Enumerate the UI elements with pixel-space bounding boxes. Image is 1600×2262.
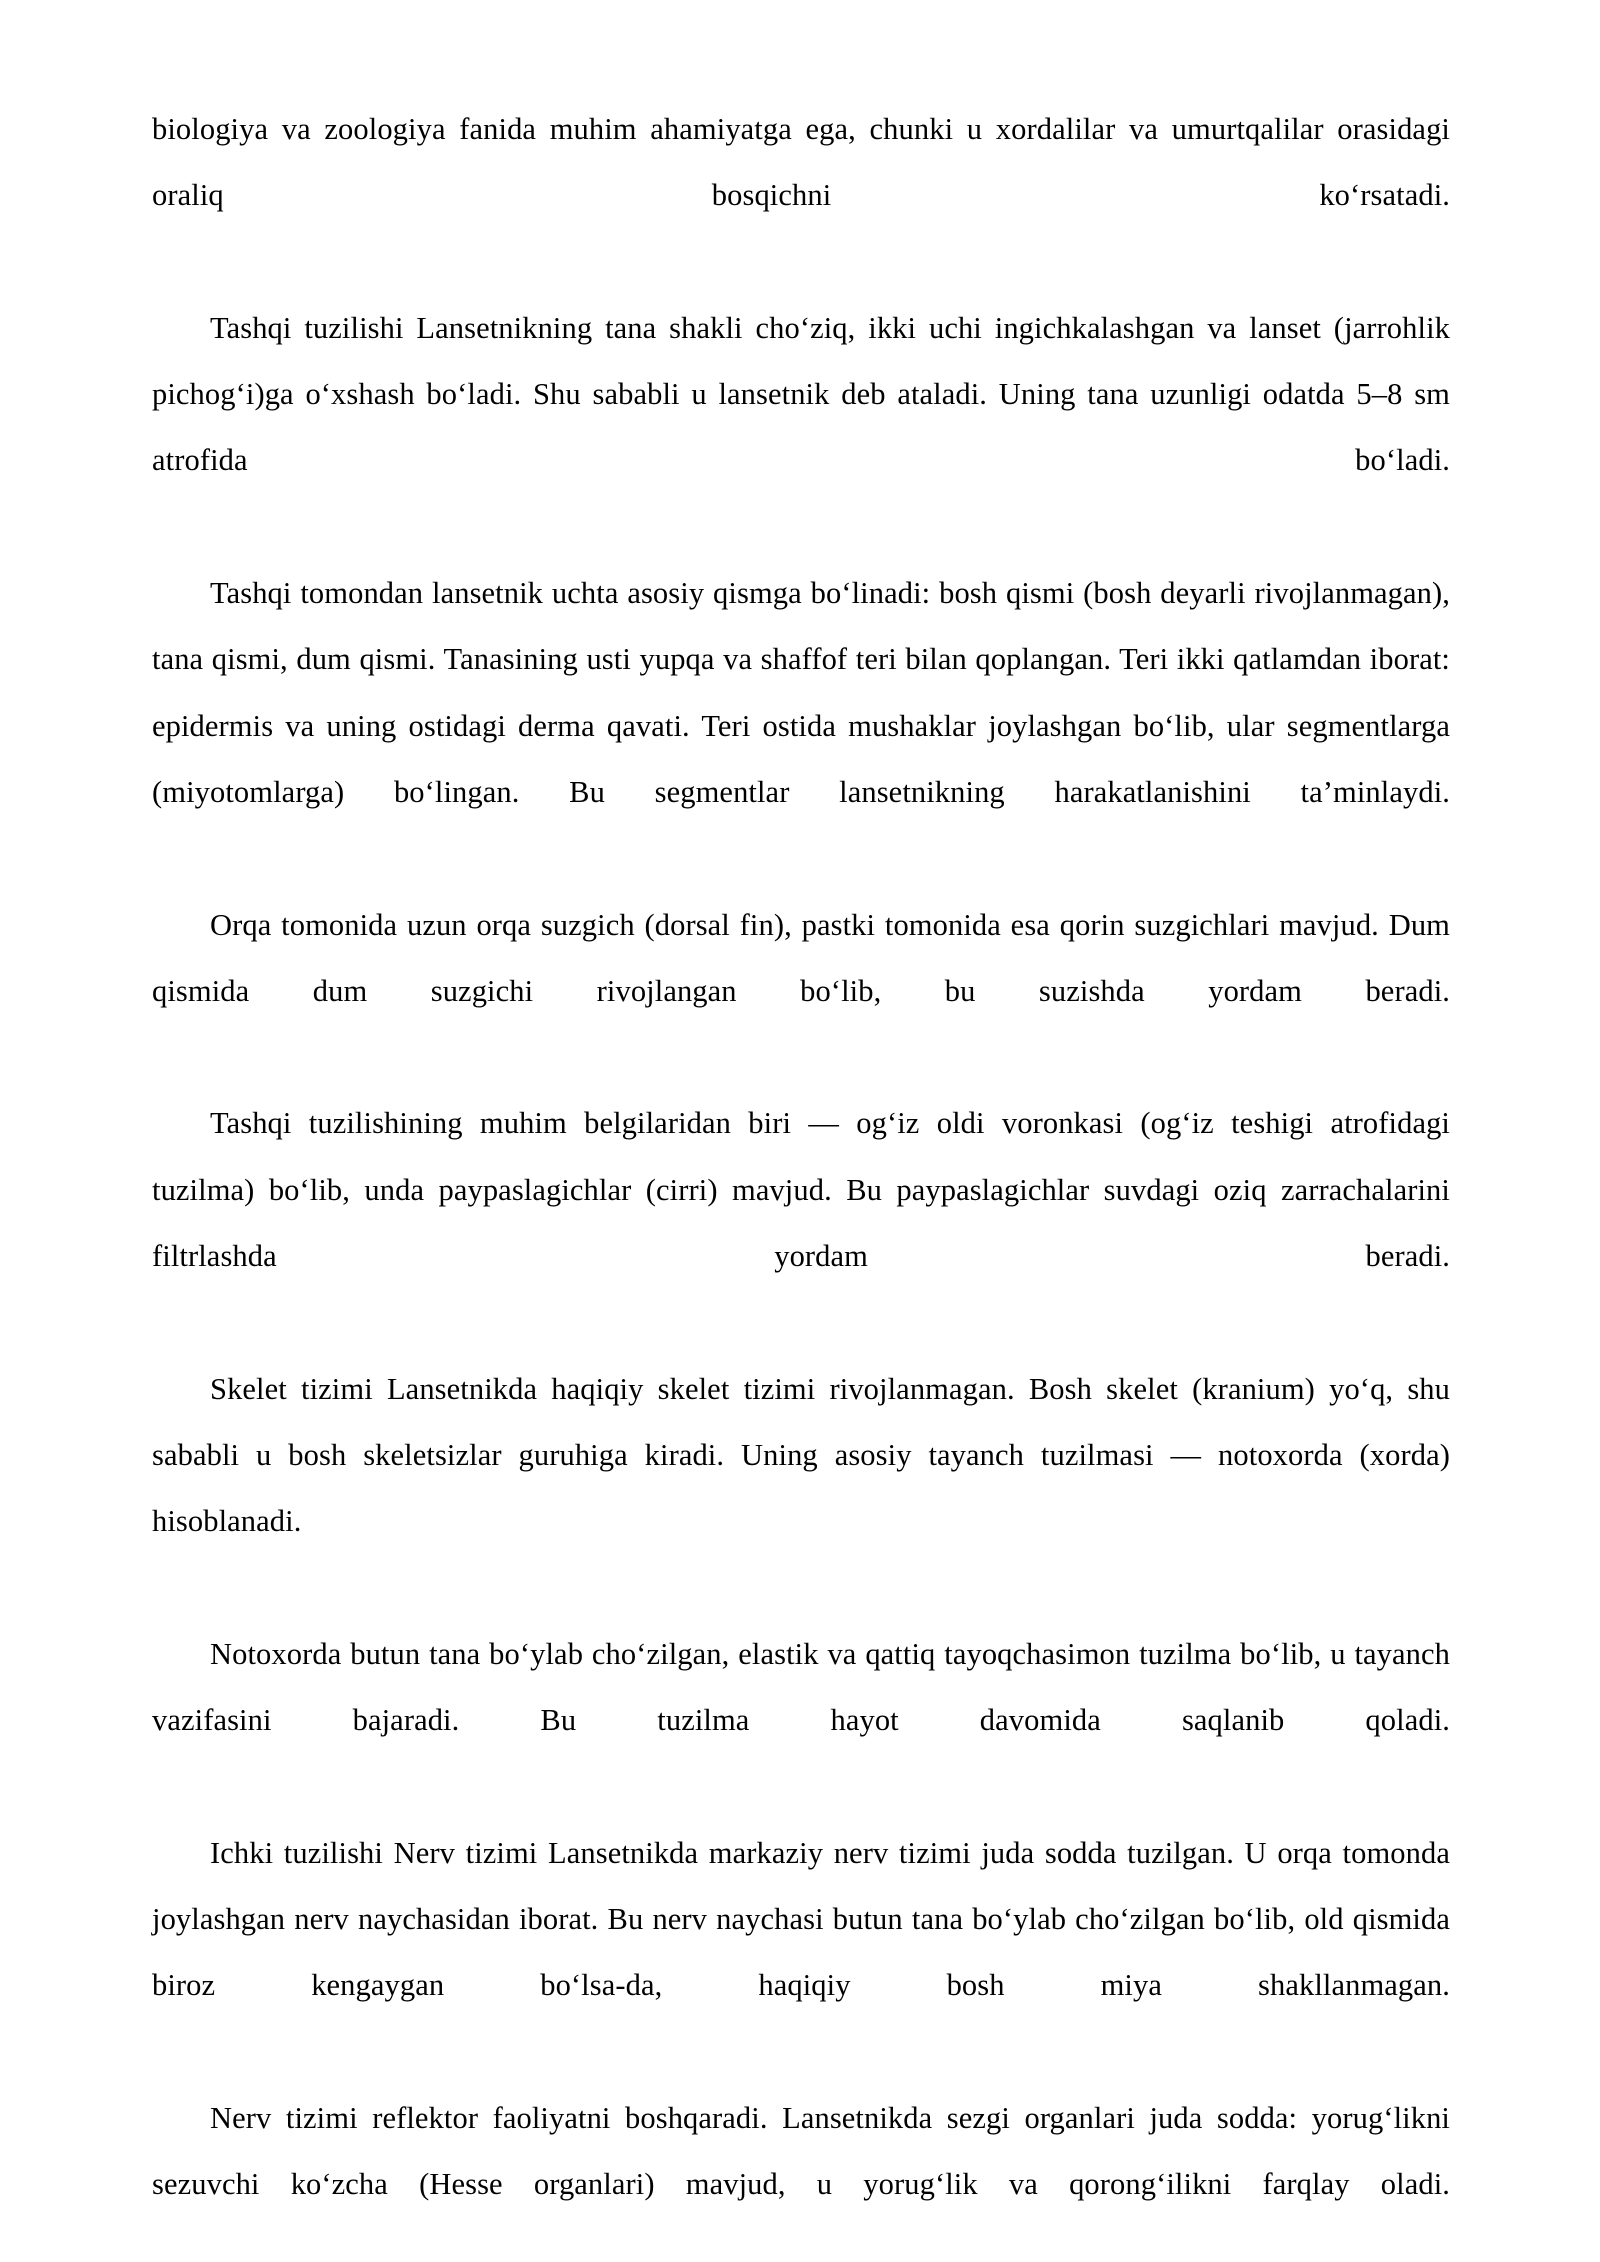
paragraph-notoxorda: Notoxorda butun tana bo‘ylab cho‘zilgan, elastik va qattiq tayoqchasimon tuzilma bo‘lib, u tayanch vazifasini bajaradi. Bu tuzilma hayot davomida saqlanib qoladi. [152,1636,1450,1738]
paragraph-orqa-tomonida: Orqa tomonida uzun orqa suzgich (dorsal fin), pastki tomonida esa qorin suzgichlari mavjud. Dum qismida dum suzgichi rivojlangan bo‘lib, bu suzishda yordam beradi. [152,907,1450,1008]
paragraph-continuation: biologiya va zoologiya fanida muhim ahamiyatga ega, chunki u xordalilar va umurtqalilar orasidagi oraliq bosqichni ko‘rsatadi. [152,112,1450,213]
paragraph-ichki-tuzilishi: Ichki tuzilishi Nerv tizimi Lansetnikda markaziy nerv tizimi juda sodda tuzilgan. U orqa tomonda joylashgan nerv naychasidan iborat. Bu nerv naychasi butun tana bo‘ylab cho‘zilgan bo‘lib, old qismida biroz kengaygan bo‘lsa-da, haqiqiy bosh miya shakllanmagan. [152,1835,1450,2003]
paragraph-tashqi-tuzilishining: Tashqi tuzilishining muhim belgilaridan biri — og‘iz oldi voronkasi (og‘iz teshigi atrofidagi tuzilma) bo‘lib, unda paypaslagichlar (cirri) mavjud. Bu paypaslagichlar suvdagi oziq zarrachalarini filtrlashda yordam beradi. [152,1106,1450,1274]
paragraph-skelet-tizimi: Skelet tizimi Lansetnikda haqiqiy skelet tizimi rivojlanmagan. Bosh skelet (kranium) yo‘q, shu sababli u bosh skeletsizlar guruhiga kiradi. Uning asosiy tayanch tuzilmasi — notoxorda (xorda) hisoblanadi. [152,1371,1450,1539]
paragraph-tashqi-tomondan: Tashqi tomondan lansetnik uchta asosiy qismga bo‘linadi: bosh qismi (bosh deyarli rivojlanmagan), tana qismi, dum qismi. Tanasining usti yupqa va shaffof teri bilan qoplangan. Teri ikki qatlamdan iborat: epidermis va uning ostidagi derma qavati. Teri ostida mushaklar joylashgan bo‘lib, ular segmentlarga (miyotomlarga) bo‘lingan. Bu segmentlar lansetnikning harakatlanishini ta’minlaydi. [152,576,1450,809]
page-text-column [152,96,1450,2262]
paragraph-tashqi-tuzilishi: Tashqi tuzilishi Lansetnikning tana shakli cho‘ziq, ikki uchi ingichkalashgan va lanset (jarrohlik pichog‘i)ga o‘xshash bo‘ladi. Shu sababli u lansetnik deb ataladi. Uning tana uzunligi odatda 5–8 sm atrofida bo‘ladi. [152,310,1450,478]
paragraph-nerv-tizimi: Nerv tizimi reflektor faoliyatni boshqaradi. Lansetnikda sezgi organlari juda sodda: yorug‘likni sezuvchi ko‘zcha (Hesse organlari) mavjud, u yorug‘lik va qorong‘ilikni farqlay oladi. [152,2100,1450,2202]
